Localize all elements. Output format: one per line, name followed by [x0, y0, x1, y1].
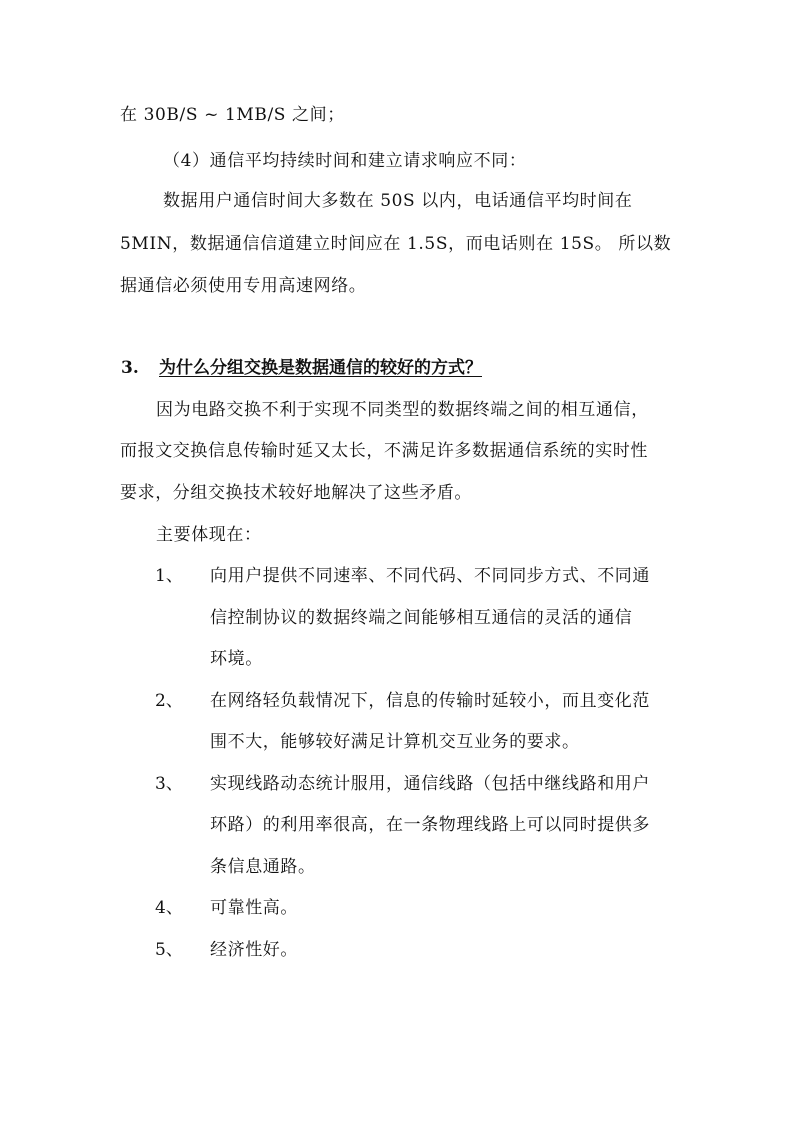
list-item-line: 向用户提供不同速率、不同代码、不同同步方式、不同通: [210, 566, 650, 586]
list-item-line: 环路）的利用率很高，在一条物理线路上可以同时提供多: [210, 815, 650, 835]
paragraph-line: 要求，分组交换技术较好地解决了这些矛盾。: [120, 483, 472, 503]
list-item-line: 可靠性高。: [210, 898, 298, 918]
section-number: 3.: [121, 358, 139, 378]
list-item-number: 5、: [155, 940, 183, 960]
list-item-line: 经济性好。: [210, 940, 298, 960]
list-item-line: 环境。: [210, 649, 263, 669]
paragraph-line: 据通信必须使用专用高速网络。: [120, 276, 367, 296]
list-item-line: 在网络轻负载情况下，信息的传输时延较小，而且变化范: [210, 691, 650, 711]
list-item-number: 2、: [155, 691, 183, 711]
point-4-heading: （4）通信平均持续时间和建立请求响应不同：: [163, 151, 527, 171]
section-3-heading: [121, 357, 482, 379]
list-item-line: 条信息通路。: [210, 857, 316, 877]
paragraph-line: 而报文交换信息传输时延又太长，不满足许多数据通信系统的实时性: [120, 441, 648, 461]
paragraph-line: 5MIN，数据通信信道建立时间应在 1.5S，而电话则在 15S。 所以数: [120, 234, 672, 254]
paragraph-line: 在 30B/S ~ 1MB/S 之间；: [120, 105, 345, 125]
section-title: 为什么分组交换是数据通信的较好的方式？: [159, 358, 482, 378]
paragraph-line: 数据用户通信时间大多数在 50S 以内，电话通信平均时间在: [163, 191, 633, 211]
list-item-number: 1、: [155, 566, 183, 586]
list-item-number: 3、: [155, 774, 183, 794]
paragraph-line: 因为电路交换不利于实现不同类型的数据终端之间的相互通信，: [156, 400, 649, 420]
list-item-line: 信控制协议的数据终端之间能够相互通信的灵活的通信: [210, 608, 633, 628]
main-points-label: 主要体现在：: [156, 525, 262, 545]
list-item-line: 围不大，能够较好满足计算机交互业务的要求。: [210, 732, 580, 752]
list-item-number: 4、: [155, 898, 183, 918]
list-item-line: 实现线路动态统计服用，通信线路（包括中继线路和用户: [210, 774, 650, 794]
